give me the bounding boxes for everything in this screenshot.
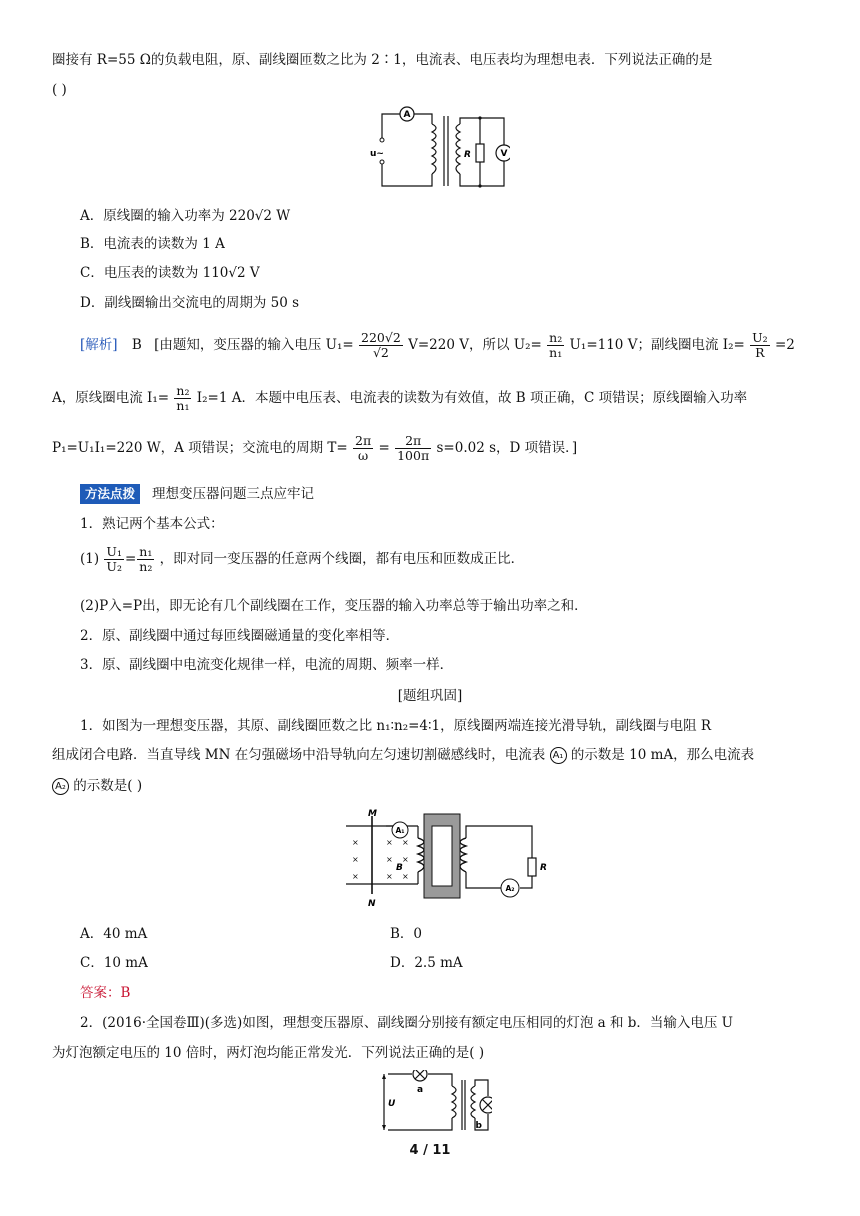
analysis-text: I₂=1 A．本题中电压表、电流表的读数为有效值，故 B 项正确，C 项错误；原线圈输入功率 — [196, 390, 748, 406]
fraction — [395, 434, 431, 463]
option-d: D．副线圈输出交流电的周期为 50 s — [80, 295, 300, 311]
option-c: C．电压表的读数为 110√2 V — [80, 265, 260, 281]
label-n: N — [368, 899, 376, 909]
question-text: 的示数是( ) — [73, 778, 143, 794]
analysis-text: U₁=110 V；副线圈电流 I₂= — [569, 337, 745, 353]
question-1-line: 1．如图为一理想变压器，其原、副线圈匝数之比 n₁∶n₂=4∶1，原线圈两端连接光滑导轨，副线圈与电阻 R — [80, 718, 712, 734]
analysis-line-1 — [80, 330, 795, 360]
option-b: B．0 — [390, 926, 423, 942]
method-point: 1．熟记两个基本公式： — [80, 516, 224, 532]
answer-text: 答案：B — [80, 985, 131, 1001]
formula-prefix: (1) — [80, 551, 100, 567]
numerator: 2π — [395, 434, 431, 449]
svg-text:×: × — [386, 872, 393, 881]
method-point: 2．原、副线圈中通过每匝线圈磁通量的变化率相等． — [80, 628, 400, 644]
section-heading: [题组巩固] — [397, 688, 463, 704]
question-text: 组成闭合电路．当直导线 MN 在匀强磁场中沿导轨向左匀速切割磁感线时，电流表 — [52, 747, 546, 763]
analysis-text: V=220 V，所以 U₂= — [408, 337, 542, 353]
equals: = — [124, 551, 137, 567]
label-a: a — [417, 1085, 424, 1095]
analysis-text: = — [378, 440, 390, 456]
fraction — [353, 434, 373, 463]
option-a: A．40 mA — [80, 926, 148, 942]
denominator: 100π — [397, 448, 430, 463]
fraction — [174, 384, 191, 413]
fraction — [750, 331, 770, 360]
source-label: u~ — [370, 149, 384, 159]
label-b: B — [396, 863, 403, 873]
label-m: M — [368, 809, 377, 819]
denominator: U₂ — [106, 559, 122, 574]
analysis-text: P₁=U₁I₁=220 W，A 项错误；交流电的周期 T= — [52, 440, 348, 456]
question-1-line — [52, 745, 754, 765]
option-a: A．原线圈的输入功率为 220√2 W — [80, 208, 291, 224]
numerator: U₂ — [752, 330, 768, 345]
svg-text:×: × — [402, 838, 409, 847]
question-text: 的示数是 10 mA，那么电流表 — [570, 747, 755, 763]
ammeter-a1-icon: A₁ — [550, 747, 567, 764]
fraction — [359, 331, 403, 360]
denominator: ω — [358, 448, 369, 463]
ammeter-a2-icon: A₂ — [52, 778, 69, 795]
analysis-tag: [解析] — [80, 337, 118, 353]
label-r: R — [540, 863, 547, 873]
analysis-text: A，原线圈电流 I₁= — [52, 390, 170, 406]
fraction — [137, 545, 154, 574]
numerator: n₁ — [139, 544, 153, 559]
analysis-answer: B — [131, 337, 142, 353]
analysis-text: =2 — [774, 337, 795, 353]
fraction — [547, 331, 564, 360]
option-d: D．2.5 mA — [390, 955, 463, 971]
numerator: 2π — [355, 433, 372, 448]
option-b: B．电流表的读数为 1 A — [80, 236, 225, 252]
rail-transformer-figure — [338, 808, 560, 912]
label-u: U — [388, 1099, 396, 1109]
method-point: 3．原、副线圈中电流变化规律一样，电流的周期、频率一样． — [80, 657, 454, 673]
denominator: R — [755, 345, 765, 360]
method-badge: 方法点拨 — [80, 484, 140, 504]
formula-text: ，即对同一变压器的任意两个线圈，都有电压和匝数成正比． — [159, 551, 525, 567]
analysis-line-2 — [52, 383, 747, 413]
svg-text:×: × — [402, 855, 409, 864]
question-1-line — [52, 776, 142, 796]
numerator: n₂ — [549, 330, 563, 345]
svg-text:×: × — [386, 838, 393, 847]
denominator: n₂ — [139, 559, 153, 574]
label-a2: A₂ — [505, 884, 515, 893]
denominator: n₁ — [176, 398, 190, 413]
question-2-line: 2．(2016·全国卷Ⅲ)(多选)如图，理想变压器原、副线圈分别接有额定电压相同的灯泡 a 和 b．当输入电压 U — [80, 1015, 734, 1031]
label-a1: A₁ — [395, 826, 405, 835]
resistor-label: R — [464, 150, 471, 160]
numerator: n₂ — [176, 383, 190, 398]
fraction — [104, 545, 124, 574]
voltmeter-label: V — [500, 149, 508, 159]
svg-text:×: × — [352, 855, 359, 864]
lamp-transformer-figure — [376, 1070, 492, 1134]
svg-text:×: × — [352, 838, 359, 847]
question-2-line: 为灯泡额定电压的 10 倍时，两灯泡均能正常发光．下列说法正确的是( ) — [52, 1045, 485, 1061]
svg-text:×: × — [352, 872, 359, 881]
option-c: C．10 mA — [80, 955, 148, 971]
question-text-line: 圈接有 R=55 Ω的负载电阻，原、副线圈匝数之比为 2∶1，电流表、电压表均为理想电表．下列说法正确的是 — [52, 52, 713, 68]
ammeter-label: A — [403, 110, 411, 120]
transformer-circuit-figure — [370, 106, 510, 192]
svg-text:×: × — [386, 855, 393, 864]
question-bracket: ( ) — [52, 82, 67, 98]
method-title: 理想变压器问题三点应牢记 — [152, 486, 315, 502]
page-number: 4 / 11 — [409, 1143, 451, 1158]
label-b: b — [475, 1121, 482, 1131]
analysis-text: [由题知，变压器的输入电压 U₁= — [154, 337, 354, 353]
numerator: U₁ — [106, 544, 122, 559]
analysis-line-3 — [52, 433, 577, 463]
svg-text:×: × — [402, 872, 409, 881]
method-formula — [80, 543, 524, 575]
analysis-text: s=0.02 s，D 项错误．] — [436, 440, 578, 456]
denominator: √2 — [372, 345, 389, 360]
method-heading — [80, 484, 314, 504]
numerator: 220√2 — [361, 330, 401, 345]
method-point: (2)P入=P出，即无论有几个副线圈在工作，变压器的输入功率总等于输出功率之和． — [80, 598, 588, 614]
denominator: n₁ — [549, 345, 563, 360]
